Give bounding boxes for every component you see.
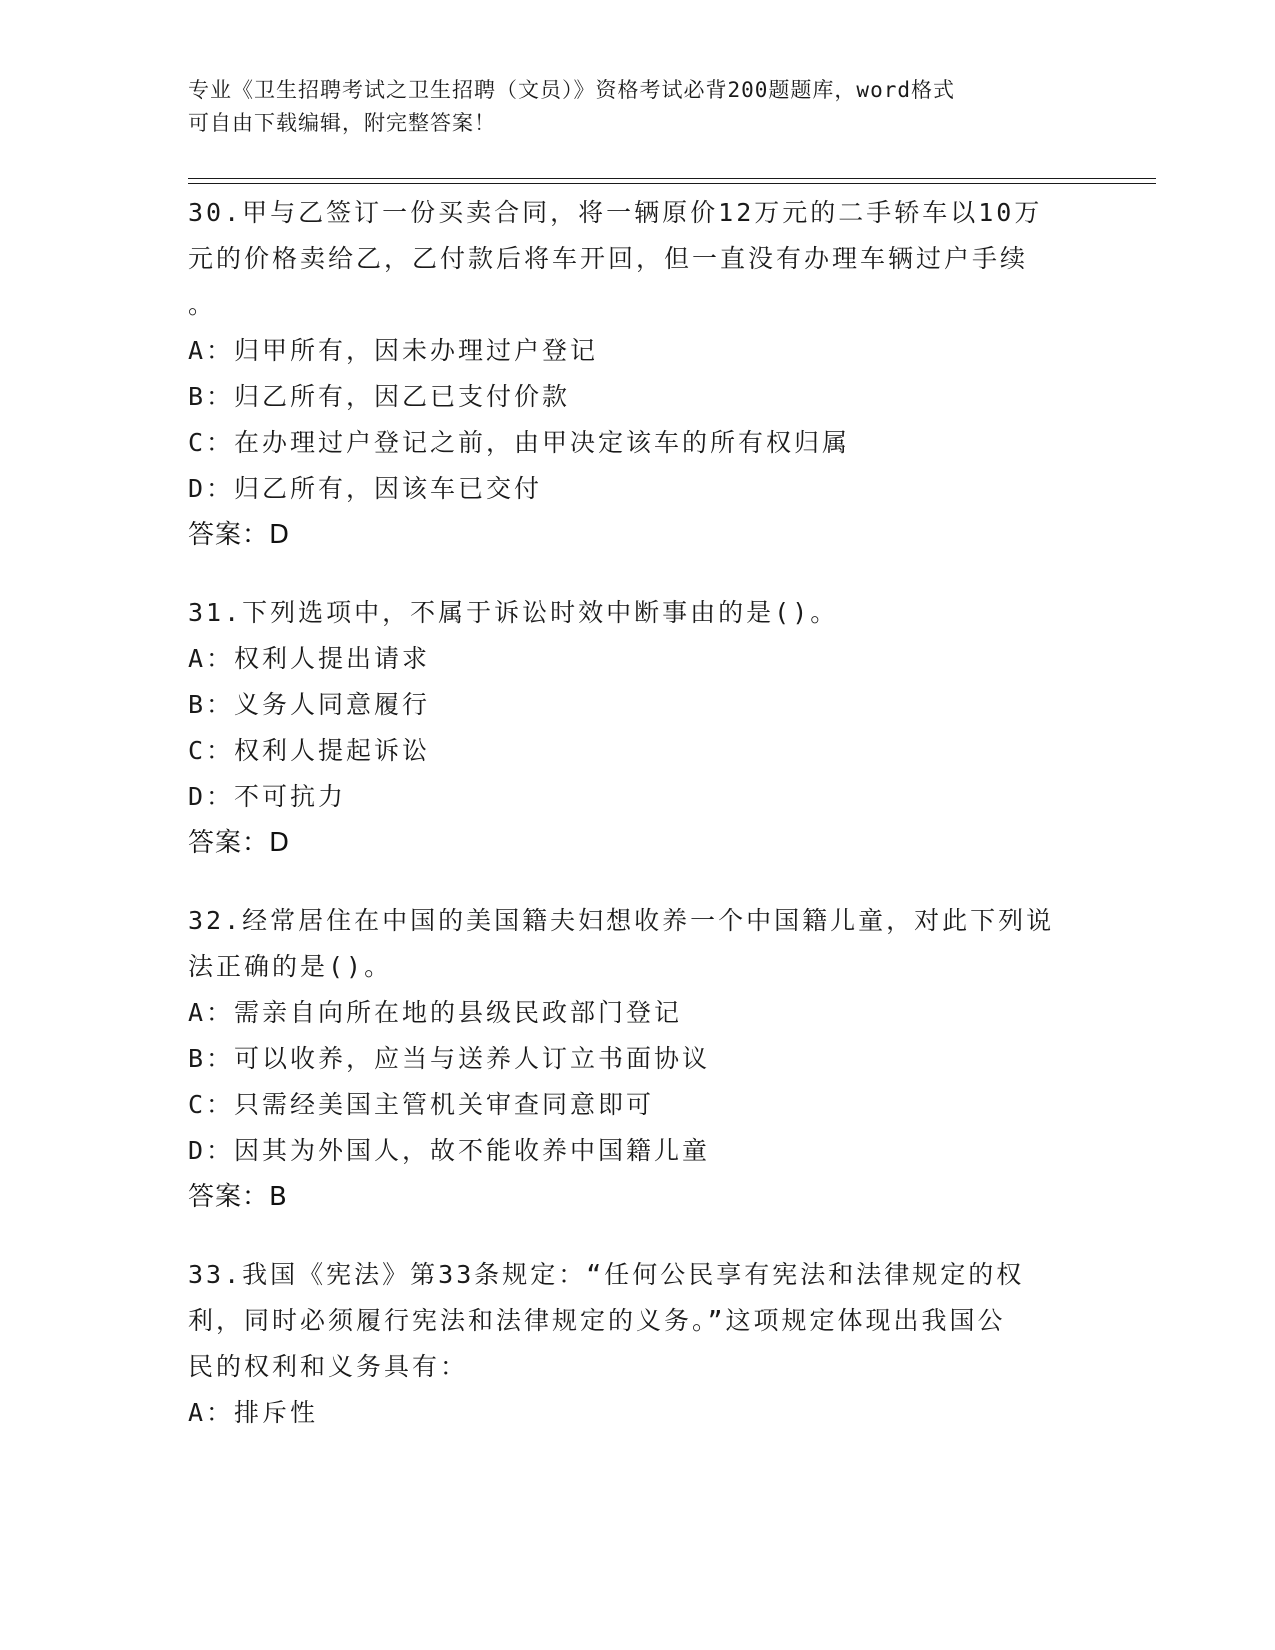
stem-line: 33.我国《宪法》第33条规定：“任何公民享有宪法和法律规定的权 — [188, 1260, 1025, 1289]
question-stem — [188, 590, 1088, 636]
option-b: B：可以收养，应当与送养人订立书面协议 — [188, 1044, 711, 1073]
option-a: A：需亲自向所在地的县级民政部门登记 — [188, 998, 683, 1027]
answer-line: 答案：D — [188, 520, 291, 550]
question-list — [188, 190, 1088, 1468]
option-c: C：在办理过户登记之前，由甲决定该车的所有权归属 — [188, 428, 851, 457]
question-stem — [188, 898, 1088, 990]
stem-line: 。 — [188, 290, 217, 319]
option-b: B：义务人同意履行 — [188, 690, 431, 719]
header-line-2: 可自由下载编辑，附完整答案！ — [188, 111, 496, 135]
question-32 — [188, 898, 1088, 1220]
stem-line: 法正确的是()。 — [188, 952, 393, 981]
question-30 — [188, 190, 1088, 558]
option-a: A：权利人提出请求 — [188, 644, 431, 673]
stem-line: 31.下列选项中，不属于诉讼时效中断事由的是()。 — [188, 598, 839, 627]
question-31 — [188, 590, 1088, 866]
document-header — [188, 74, 1078, 140]
answer-line: 答案：D — [188, 828, 291, 858]
option-a: A：归甲所有，因未办理过户登记 — [188, 336, 599, 365]
question-stem — [188, 1252, 1088, 1390]
option-d: D：不可抗力 — [188, 782, 347, 811]
stem-line: 利，同时必须履行宪法和法律规定的义务。”这项规定体现出我国公 — [188, 1306, 1006, 1335]
option-d: D：因其为外国人，故不能收养中国籍儿童 — [188, 1136, 711, 1165]
stem-line: 32.经常居住在中国的美国籍夫妇想收养一个中国籍儿童，对此下列说 — [188, 906, 1055, 935]
stem-line: 民的权利和义务具有： — [188, 1352, 469, 1381]
header-divider-top — [188, 178, 1156, 179]
header-divider-bottom — [188, 183, 1156, 184]
stem-line: 30.甲与乙签订一份买卖合同，将一辆原价12万元的二手轿车以10万 — [188, 198, 1043, 227]
question-33 — [188, 1252, 1088, 1436]
option-c: C：只需经美国主管机关审查同意即可 — [188, 1090, 655, 1119]
stem-line: 元的价格卖给乙，乙付款后将车开回，但一直没有办理车辆过户手续 — [188, 244, 1029, 273]
answer-line: 答案：B — [188, 1182, 288, 1212]
header-line-1: 专业《卫生招聘考试之卫生招聘（文员）》资格考试必背200题题库，word格式 — [188, 78, 955, 102]
option-a: A：排斥性 — [188, 1398, 319, 1427]
question-stem — [188, 190, 1088, 328]
option-c: C：权利人提起诉讼 — [188, 736, 431, 765]
option-b: B：归乙所有，因乙已支付价款 — [188, 382, 571, 411]
option-d: D：归乙所有，因该车已交付 — [188, 474, 543, 503]
